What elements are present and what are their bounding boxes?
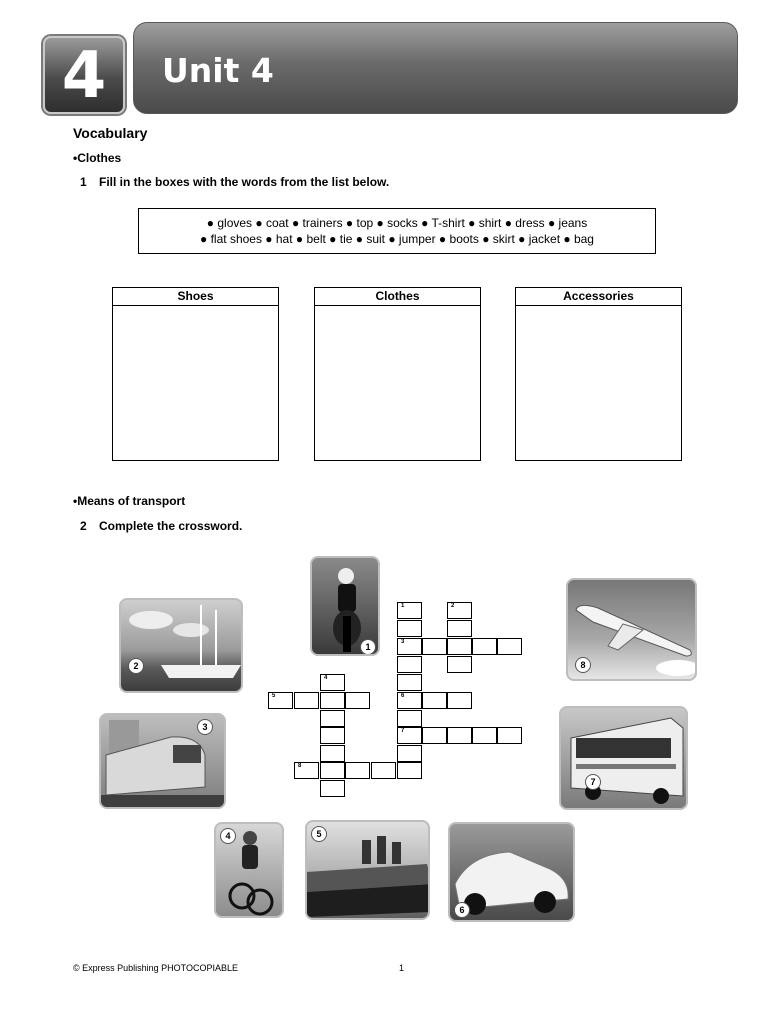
photo-number: 6 <box>454 902 470 918</box>
exercise-1-number: 1 <box>80 175 87 189</box>
photo-tram <box>99 713 226 809</box>
clothes-subheading-label: Clothes <box>77 151 122 165</box>
crossword-number: 7 <box>401 728 405 734</box>
crossword-cell[interactable] <box>320 674 345 691</box>
crossword-number: 2 <box>451 603 455 609</box>
crossword-cell[interactable] <box>422 692 447 709</box>
crossword-cell[interactable] <box>397 620 422 637</box>
section-title: Vocabulary <box>73 125 148 141</box>
crossword-cell[interactable] <box>320 692 345 709</box>
crossword-cell[interactable] <box>397 745 422 762</box>
photo-ocean-liner <box>305 820 430 920</box>
unit-number: 4 <box>61 39 107 113</box>
crossword-cell[interactable] <box>447 638 472 655</box>
crossword-cell[interactable] <box>320 710 345 727</box>
crossword-number: 8 <box>298 763 302 769</box>
crossword-number: 6 <box>401 693 405 699</box>
crossword-number: 4 <box>324 675 328 681</box>
photo-bicycle <box>214 822 284 918</box>
crossword-cell[interactable] <box>320 762 345 779</box>
crossword-cell[interactable] <box>397 638 422 655</box>
crossword-cell[interactable] <box>397 692 422 709</box>
crossword-cell[interactable] <box>447 656 472 673</box>
word-list-line-2: ● flat shoes ● hat ● belt ● tie ● suit ● jumper ● boots ● skirt ● jacket ● bag <box>200 232 594 246</box>
photo-number: 5 <box>311 826 327 842</box>
footer-copyright: © Express Publishing PHOTOCOPIABLE <box>73 963 239 973</box>
crossword-number: 3 <box>401 639 405 645</box>
photo-aeroplane <box>566 578 697 681</box>
crossword-cell[interactable] <box>268 692 293 709</box>
crossword-cell[interactable] <box>397 710 422 727</box>
coach-icon <box>561 708 688 810</box>
photo-sports-car <box>448 822 575 922</box>
crossword-number: 1 <box>401 603 405 609</box>
category-heading-shoes: Shoes <box>113 288 278 306</box>
crossword-cell[interactable] <box>447 727 472 744</box>
crossword-cell[interactable] <box>472 727 497 744</box>
ship-icon <box>121 600 243 693</box>
crossword-cell[interactable] <box>447 620 472 637</box>
crossword-cell[interactable] <box>497 638 522 655</box>
unit-title: Unit 4 <box>162 51 274 90</box>
crossword-cell[interactable] <box>320 727 345 744</box>
crossword-cell[interactable] <box>345 692 370 709</box>
photo-number: 7 <box>585 774 601 790</box>
crossword-cell[interactable] <box>497 727 522 744</box>
photo-number: 4 <box>220 828 236 844</box>
crossword-cell[interactable] <box>345 762 370 779</box>
photo-number: 2 <box>128 658 144 674</box>
crossword-cell[interactable] <box>397 602 422 619</box>
category-heading-clothes: Clothes <box>315 288 480 306</box>
transport-subheading-label: Means of transport <box>77 494 186 508</box>
crossword-cell[interactable] <box>397 674 422 691</box>
photo-motorbike <box>310 556 380 656</box>
category-heading-accessories: Accessories <box>516 288 681 306</box>
crossword-cell[interactable] <box>397 727 422 744</box>
crossword-cell[interactable] <box>371 762 396 779</box>
photo-coach <box>559 706 688 810</box>
crossword-cell[interactable] <box>422 727 447 744</box>
word-list-line-1: ● gloves ● coat ● trainers ● top ● socks ● T-shirt ● shirt ● dress ● jeans <box>206 216 588 230</box>
crossword-cell[interactable] <box>294 692 319 709</box>
photo-number: 3 <box>197 719 213 735</box>
crossword-cell[interactable] <box>472 638 497 655</box>
crossword-cell[interactable] <box>397 656 422 673</box>
transport-subheading: •Means of transport <box>73 494 186 508</box>
exercise-2-instruction: Complete the crossword. <box>99 519 243 533</box>
crossword-cell[interactable] <box>320 745 345 762</box>
crossword-cell[interactable] <box>397 762 422 779</box>
footer-page-number: 1 <box>399 963 405 973</box>
crossword-cell[interactable] <box>320 780 345 797</box>
clothes-subheading: •Clothes <box>73 151 122 165</box>
crossword-number: 5 <box>272 693 276 699</box>
crossword-cell[interactable] <box>294 762 319 779</box>
photo-number: 8 <box>575 657 591 673</box>
crossword-cell[interactable] <box>447 602 472 619</box>
exercise-2-number: 2 <box>80 519 87 533</box>
crossword-cell[interactable] <box>447 692 472 709</box>
photo-number: 1 <box>360 639 376 655</box>
photo-ship <box>119 598 243 693</box>
exercise-1-instruction: Fill in the boxes with the words from the list below. <box>99 175 390 189</box>
crossword-cell[interactable] <box>422 638 447 655</box>
